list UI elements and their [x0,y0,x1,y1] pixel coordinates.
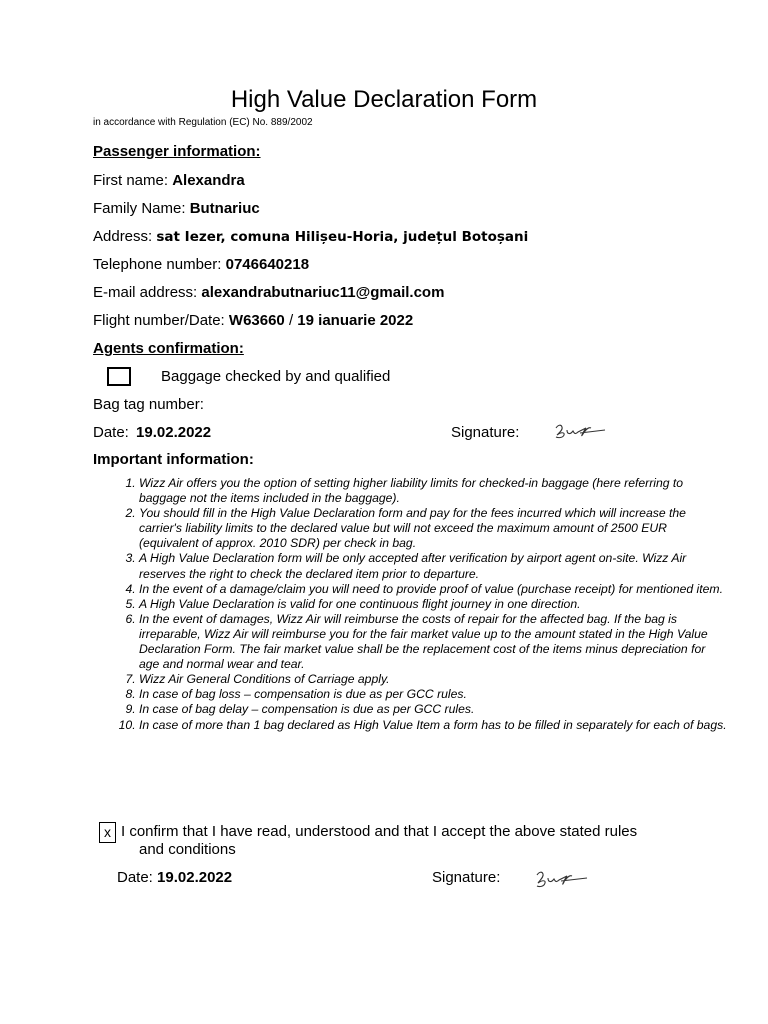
confirm-checkbox[interactable]: x [99,822,116,843]
list-item: 7. Wizz Air General Conditions of Carriage apply. [139,672,729,687]
agent-date-label: Date: [93,424,129,441]
confirm-signature-image [534,866,590,892]
list-item: 6. In the event of damages, Wizz Air will reimburse the costs of repair for the affected bag. If the bag is irreparable, Wizz Air will reimburse you for the fair market value up to the amount stated in the High Value Declaration Form. The fair market value shall be the replacement cost of the items minus depreciation for age and normal wear and tear. [139,612,729,672]
form-title: High Value Declaration Form [230,86,538,113]
bag-tag-label[interactable]: Bag tag number: [93,396,204,413]
form-subtitle: in accordance with Regulation (EC) No. 889/2002 [93,117,313,128]
confirm-signature-label: Signature: [432,869,501,886]
confirm-date-row [117,869,232,886]
baggage-checked-checkbox[interactable] [107,367,131,386]
email-value[interactable]: alexandrabutnariuc11@gmail.com [201,284,445,301]
email-row [93,284,444,301]
list-item: 10. In case of more than 1 bag declared as High Value Item a form has to be filled in separately for each of bags. [139,718,729,733]
important-info-heading: Important information: [93,451,254,468]
list-item: 2. You should fill in the High Value Declaration form and pay for the fees incurred which will increase the carrier's liability limits to the declared value but will not exceed the maximum amount of 2500 EUR (equivalent of approx. 2010 SDR) per check in bag. [139,506,729,551]
confirm-text-line2: and conditions [139,841,236,858]
confirm-text-line1: I confirm that I have read, understood and that I accept the above stated rules [121,823,638,840]
list-item: 3. A High Value Declaration form will be only accepted after verification by airport agent on-site. Wizz Air reserves the right to check the declared item prior to departure. [139,551,729,581]
address-value[interactable]: sat Iezer, comuna Hilișeu-Horia, județul Botoșani [156,229,529,245]
phone-label: Telephone number: [93,256,222,273]
first-name-value[interactable]: Alexandra [172,172,245,189]
agent-date-value[interactable]: 19.02.2022 [136,424,212,441]
confirm-statement [121,823,681,859]
flight-separator: / [288,312,294,329]
flight-label: Flight number/Date: [93,312,225,329]
agent-date-row [93,424,211,441]
family-name-value[interactable]: Butnariuc [189,200,260,217]
flight-number-value[interactable]: W63660 [228,312,285,329]
flight-date-value[interactable]: 19 ianuarie 2022 [297,312,414,329]
first-name-row [93,172,245,189]
address-label: Address: [93,228,153,245]
first-name-label: First name: [93,172,169,189]
address-row [93,228,528,245]
important-info-list [93,476,729,733]
family-name-label: Family Name: [93,200,186,217]
baggage-checked-label: Baggage checked by and qualified [161,368,391,385]
agent-signature-label: Signature: [451,424,520,441]
list-item: 8. In case of bag loss – compensation is due as per GCC rules. [139,687,729,702]
confirm-date-label: Date: [117,869,153,886]
list-item: 9. In case of bag delay – compensation is due as per GCC rules. [139,702,729,717]
list-item: 4. In the event of a damage/claim you will need to provide proof of value (purchase receipt) for mentioned item. [139,582,729,597]
email-label: E-mail address: [93,284,198,301]
family-name-row [93,200,260,217]
passenger-section-heading: Passenger information: [93,143,261,160]
agent-signature-image [553,420,609,442]
confirm-date-value[interactable]: 19.02.2022 [157,869,233,886]
phone-row [93,256,309,273]
phone-value[interactable]: 0746640218 [225,256,310,273]
list-item: 1. Wizz Air offers you the option of setting higher liability limits for checked-in baggage (here referring to baggage not the items included in the baggage). [139,476,729,506]
list-item: 5. A High Value Declaration is valid for one continuous flight journey in one direction. [139,597,729,612]
agents-section-heading: Agents confirmation: [93,340,244,357]
flight-row [93,312,413,329]
